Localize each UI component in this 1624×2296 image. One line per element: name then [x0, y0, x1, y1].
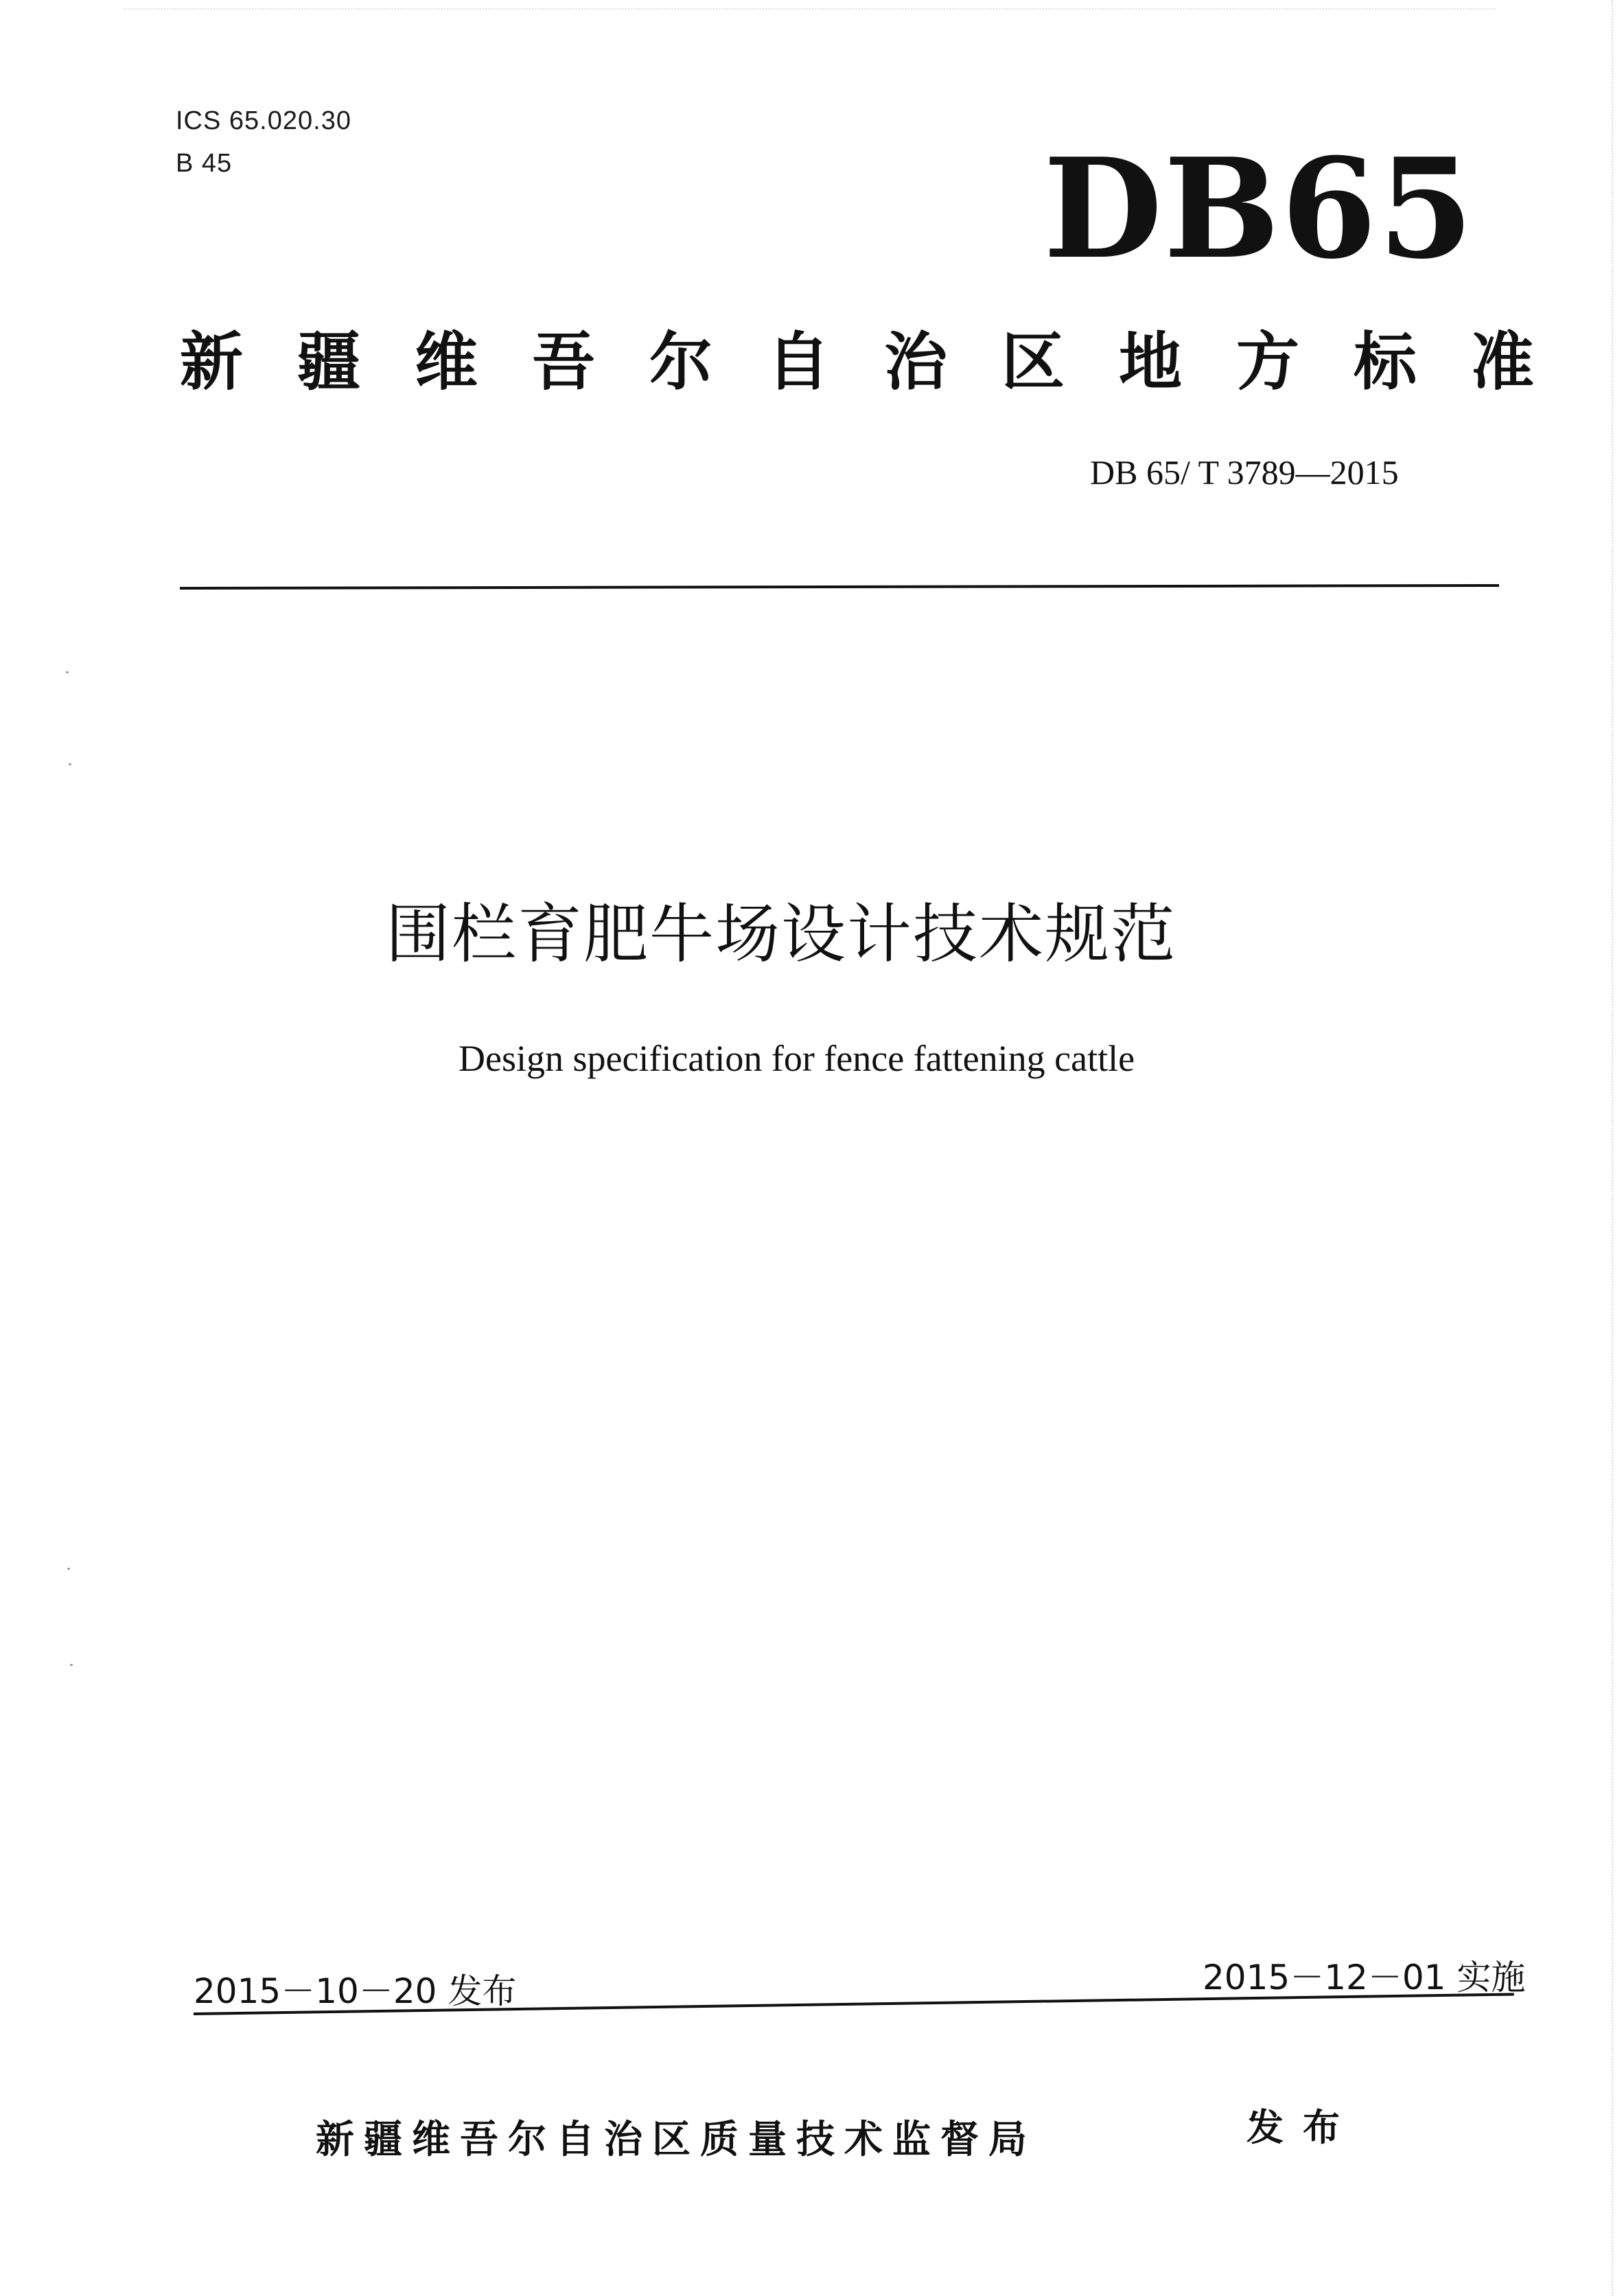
- db-mark: DB65: [1043, 128, 1475, 290]
- ccs-code: B 45: [176, 149, 233, 178]
- title-chinese: 围栏育肥牛场设计技术规范: [386, 897, 1177, 972]
- ics-code: ICS 65.020.30: [176, 106, 351, 135]
- scan-speck: [69, 763, 71, 765]
- scan-speck: [70, 1664, 73, 1666]
- scan-top-edge: [124, 0, 1496, 10]
- scan-speck: [67, 1568, 70, 1570]
- title-english: Design specification for fence fattening cattle: [459, 1038, 1135, 1079]
- scan-speck: [66, 671, 69, 673]
- implementation-date: 2015－12－01 实施: [1203, 1958, 1526, 1997]
- issue-date: 2015－10－20 发布: [194, 1971, 517, 2011]
- scan-right-edge: [1612, 0, 1617, 2296]
- standard-type-heading: 新疆维吾尔自治区地方标准: [180, 325, 1589, 399]
- standard-number: DB 65/ T 3789—2015: [1090, 453, 1399, 491]
- header-divider: [180, 584, 1499, 590]
- issued-label: 发布: [1246, 2106, 1359, 2149]
- issuing-authority: 新疆维吾尔自治区质量技术监督局: [316, 2118, 1036, 2162]
